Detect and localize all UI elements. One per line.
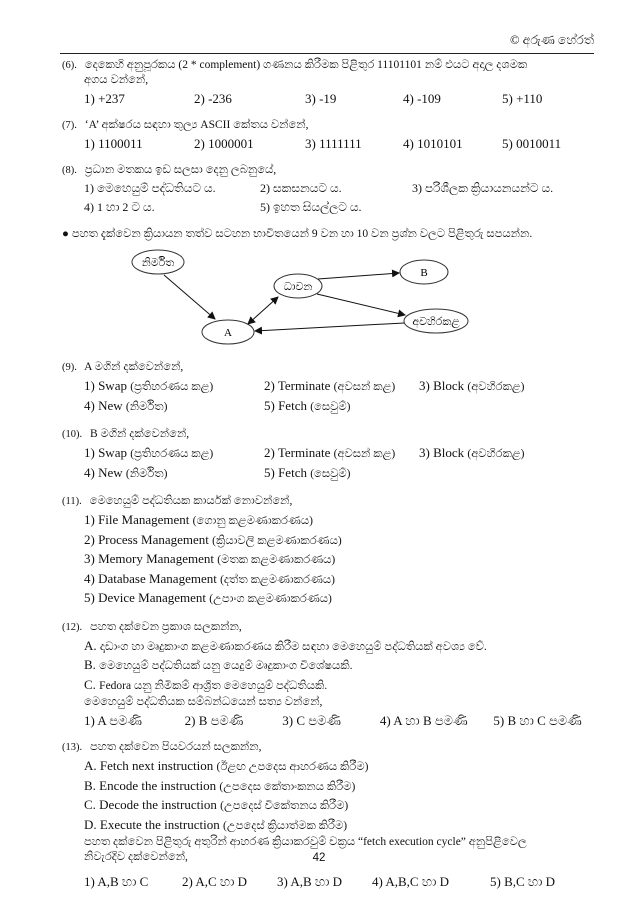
step-text: Decode the instruction [99, 797, 217, 812]
option-label: 3) Block [419, 445, 465, 460]
node-label-created: නිර්මිත [141, 257, 175, 269]
answer-option-4[interactable] [84, 570, 592, 590]
statement-a [84, 637, 592, 657]
state-diagram-svg [62, 248, 592, 348]
option-label: 1) Swap [84, 378, 127, 393]
question-7-prompt [62, 118, 592, 133]
answer-options [62, 511, 592, 609]
question-number: (13). [62, 742, 83, 753]
option-label: 2) Process Management [84, 531, 209, 547]
option-label: 5) Fetch [264, 397, 307, 413]
step-text: Encode the instruction [99, 777, 217, 793]
option-sinhala: (ප්‍රතිහරණය කළ) [130, 448, 214, 460]
question-text: දෙකෙහි අනුපූරකය (2 * complement) ගණනය කිරීමක පිළිතුර 11101101 නම් එයට අදාල දශමක [84, 59, 528, 71]
answer-option-4[interactable]: 4) 1 හා 2 ට ය. [84, 200, 155, 214]
edge-running-to-blocked [317, 294, 405, 315]
option-sinhala: (මතක කළමණාකරණය) [217, 554, 336, 566]
question-9 [62, 360, 592, 416]
answer-options [62, 873, 592, 890]
answer-option-5[interactable] [264, 464, 419, 484]
question-text: B මගින් දක්වෙන්නේ, [90, 428, 190, 440]
option-sinhala: (දත්ත කළමණාකරණය) [220, 573, 335, 586]
question-7 [62, 118, 592, 152]
node-label-blocked: අවහිරකළ [412, 316, 460, 328]
question-10-prompt [62, 427, 592, 442]
page-number: 42 [312, 852, 326, 864]
option-sinhala: (සෙවුම්) [310, 467, 351, 480]
question-text: A මගින් දක්වෙන්නේ, [84, 361, 184, 373]
step-label: A. [84, 758, 97, 773]
option-label: 3) Memory Management [84, 551, 214, 566]
question-13-sub-prompt: පහත දක්වෙන පිළිතුරු අතුරින් ආහරණ ක්‍රියාකරවුම් චක්‍රය “fetch execution cycle” අනුපිළිවෙල [84, 836, 527, 848]
state-node-b [400, 260, 448, 284]
option-sinhala: (ක්‍රියාවලි කළමණාකරණය) [212, 534, 342, 547]
question-12-sub-prompt: මෙහෙයුම් පද්ධතියක සම්බන්ධයෙන් සත්‍ය වන්නේ, [84, 696, 323, 708]
step-list [62, 757, 592, 865]
state-node-a [202, 320, 254, 344]
question-number: (9). [62, 362, 77, 373]
question-11-prompt [62, 494, 592, 509]
answer-option-1[interactable]: 1) A,B හා C [84, 874, 149, 889]
answer-option-5[interactable]: 5) B,C හා D [490, 874, 556, 889]
answer-option-3[interactable]: 3) පරිශීලක ක්‍රියායනයන්ට ය. [412, 181, 554, 195]
answer-option-5[interactable]: 5) +110 [502, 91, 543, 106]
question-13 [62, 740, 592, 890]
statement-label: B. [84, 657, 96, 672]
answer-row [84, 397, 592, 417]
question-6-prompt [62, 58, 592, 73]
copyright-header: © අරුණ හේරත් [510, 33, 594, 47]
option-label: 5) Fetch [264, 464, 307, 480]
answer-options [62, 90, 592, 107]
question-number: (12). [62, 621, 83, 633]
question-text: ‘A’ අක්ෂරය සඳහා තුල්‍ය ASCII කේතය වන්නේ, [84, 119, 309, 131]
step-d [84, 816, 592, 836]
option-label: 4) Database Management [84, 570, 217, 586]
question-content [62, 58, 592, 901]
answer-option-2[interactable]: 2) 1000001 [194, 136, 254, 151]
edge-running-to-b [318, 273, 399, 279]
question-10 [62, 427, 592, 483]
option-label: 2) Terminate [264, 378, 331, 393]
question-9-prompt [62, 360, 592, 375]
answer-option-4[interactable] [84, 397, 264, 417]
answer-option-3[interactable]: 3) A,B හා D [277, 874, 343, 889]
option-label: 5) Device Management [84, 590, 207, 605]
option-label: 4) New [84, 464, 123, 480]
answer-option-3[interactable]: 3) -19 [305, 91, 337, 106]
header-divider [60, 53, 594, 54]
option-sinhala: (අවහිරකළ) [467, 448, 525, 460]
option-sinhala: (අවසන් කළ) [333, 381, 396, 393]
state-node-blocked [404, 309, 468, 333]
answer-option-2[interactable] [264, 444, 419, 464]
answer-option-4[interactable]: 4) A,B,C හා D [372, 874, 449, 889]
question-12 [62, 620, 592, 730]
answer-options-row-1 [62, 180, 592, 197]
question-13-prompt [62, 740, 592, 755]
question-number: (11). [62, 496, 82, 507]
question-8 [62, 163, 592, 216]
option-sinhala: (නිර්මිත) [125, 467, 168, 480]
edge-created-to-a [164, 275, 215, 319]
option-label: 1) Swap [84, 445, 127, 460]
step-sinhala: (උපදෙස කේතාංකනය කිරීම) [219, 780, 356, 793]
statement-label: A. [84, 637, 97, 653]
answer-option-5[interactable]: 5) 0010011 [502, 136, 562, 151]
question-13-sub-prompt-continued: නිවැරදිව දක්වෙන්නේ, [84, 851, 188, 863]
answer-option-1[interactable]: 1) මෙහෙයුම් පද්ධතියට ය. [84, 181, 216, 195]
edge-blocked-to-a [255, 323, 404, 331]
answer-option-2[interactable] [264, 377, 419, 397]
step-sinhala: (උපදෙස් ක්‍රියාත්මක කිරීම) [223, 819, 348, 832]
statement-text: දෘඩාංග හා මෘදුකාංග කළමණාකරණය කිරීම සඳහා මෙහෙයුම් පද්ධතියක් අවශ්‍ය වේ. [99, 640, 487, 653]
node-label-a: A [224, 327, 232, 339]
edge-a-running [248, 297, 278, 324]
answer-option-1[interactable]: 1) +237 [84, 91, 125, 106]
step-text: Execute the instruction [99, 816, 220, 832]
answer-option-3[interactable] [419, 444, 569, 464]
question-number: (6). [62, 60, 77, 71]
answer-options [62, 712, 592, 729]
answer-row [84, 444, 592, 464]
statement-b [84, 656, 592, 676]
answer-options [62, 377, 592, 416]
statement-list [62, 637, 592, 711]
node-label-running: ධාවන [283, 281, 313, 293]
answer-options [62, 444, 592, 483]
answer-option-4[interactable]: 4) 1010101 [403, 136, 463, 151]
answer-option-1[interactable] [84, 444, 264, 464]
question-text: පහත දක්වෙන පියවරයන් සලකන්න, [90, 741, 262, 753]
answer-option-5[interactable]: 5) B හා C පමණි [493, 713, 582, 728]
state-node-created [132, 250, 184, 274]
option-sinhala: (උපාංග කළමණාකරණය) [209, 593, 332, 605]
answer-option-1[interactable] [84, 377, 264, 397]
option-label: 4) New [84, 397, 123, 413]
answer-options [62, 135, 592, 152]
statement-text: Fedora යනු නිමිකම් ආශ්‍රිත මෙහෙයුම් පද්ධතියකි. [99, 679, 328, 692]
step-sinhala: (උපදෙස් විකේතනය කිරීම) [220, 800, 349, 812]
answer-option-1[interactable]: 1) A පමණි [84, 713, 143, 728]
answer-options-row-2 [62, 199, 592, 216]
process-state-diagram [62, 248, 592, 348]
answer-option-4[interactable]: 4) A හා B පමණි [379, 713, 468, 728]
step-label: B. [84, 777, 96, 793]
answer-option-3[interactable] [84, 550, 592, 570]
answer-option-2[interactable] [84, 531, 592, 551]
answer-row [84, 464, 592, 484]
option-label: 2) Terminate [264, 445, 331, 460]
answer-option-4[interactable] [84, 464, 264, 484]
answer-option-2[interactable]: 2) සකසනයට ය. [260, 181, 342, 195]
statement-c [84, 676, 592, 696]
answer-option-5[interactable] [264, 397, 419, 417]
step-a [84, 757, 592, 777]
question-number: (8). [62, 165, 77, 176]
answer-option-4[interactable]: 4) -109 [403, 91, 441, 106]
question-text: ප්‍රධාන මතකය ඉඩ සලසා දෙනු ලබනුයේ, [84, 164, 277, 176]
answer-row [84, 377, 592, 397]
question-6-prompt-continued: අගය වන්නේ, [84, 74, 149, 86]
question-number: (10). [62, 429, 83, 440]
answer-option-3[interactable] [419, 377, 569, 397]
answer-option-1[interactable]: 1) 1100011 [84, 136, 143, 151]
option-label: 1) File Management [84, 512, 190, 527]
question-6 [62, 58, 592, 107]
question-11 [62, 494, 592, 609]
answer-option-2[interactable]: 2) B පමණි [184, 713, 244, 728]
step-text: Fetch next instruction [99, 758, 214, 773]
answer-option-3[interactable]: 3) C පමණි [282, 713, 342, 728]
option-sinhala: (අවසන් කළ) [333, 448, 396, 460]
option-sinhala: (සෙවුම්) [310, 400, 351, 413]
answer-option-2[interactable]: 2) -236 [194, 91, 232, 106]
step-label: D. [84, 816, 97, 832]
option-sinhala: (ප්‍රතිහරණය කළ) [130, 381, 214, 393]
step-c [84, 796, 592, 816]
option-sinhala: (ගොනු කළමණාකරණය) [192, 515, 313, 527]
question-text: මෙහෙයුම් පද්ධතියක කාර්යක් නොවන්නේ, [89, 495, 293, 507]
answer-option-3[interactable]: 3) 1111111 [305, 136, 362, 151]
statement-label: C. [84, 676, 96, 692]
node-label-b: B [420, 267, 428, 279]
step-label: C. [84, 797, 96, 812]
diagram-instruction: ● පහත දැක්වෙන ක්‍රියායන තත්ව සටහන භාවිතයෙන් 9 වන හා 10 වන ප්‍රශ්න වලට පිළිතුරු සපයන්න. [62, 228, 533, 240]
statement-text: මෙහෙයුම් පද්ධතියක් යනු යෙදුම් මෘදුකාංග විශේෂයකි. [99, 660, 353, 672]
step-b [84, 777, 592, 797]
answer-option-5[interactable] [84, 589, 592, 609]
option-sinhala: (අවහිරකළ) [467, 381, 525, 393]
answer-option-5[interactable]: 5) ඉහත සියල්ලට ය. [260, 200, 362, 214]
question-8-prompt [62, 163, 592, 178]
option-sinhala: (නිර්මිත) [125, 400, 168, 413]
state-node-running [274, 274, 322, 298]
answer-option-2[interactable]: 2) A,C හා D [182, 874, 248, 889]
step-sinhala: (ඊළඟ උපදෙස ආහරණය කිරීම) [216, 761, 369, 773]
question-text: පහත දක්වෙන ප්‍රකාශ සලකන්න, [90, 620, 242, 633]
answer-option-1[interactable] [84, 511, 592, 531]
question-number: (7). [62, 120, 77, 131]
option-label: 3) Block [419, 378, 465, 393]
question-12-prompt [62, 620, 592, 635]
